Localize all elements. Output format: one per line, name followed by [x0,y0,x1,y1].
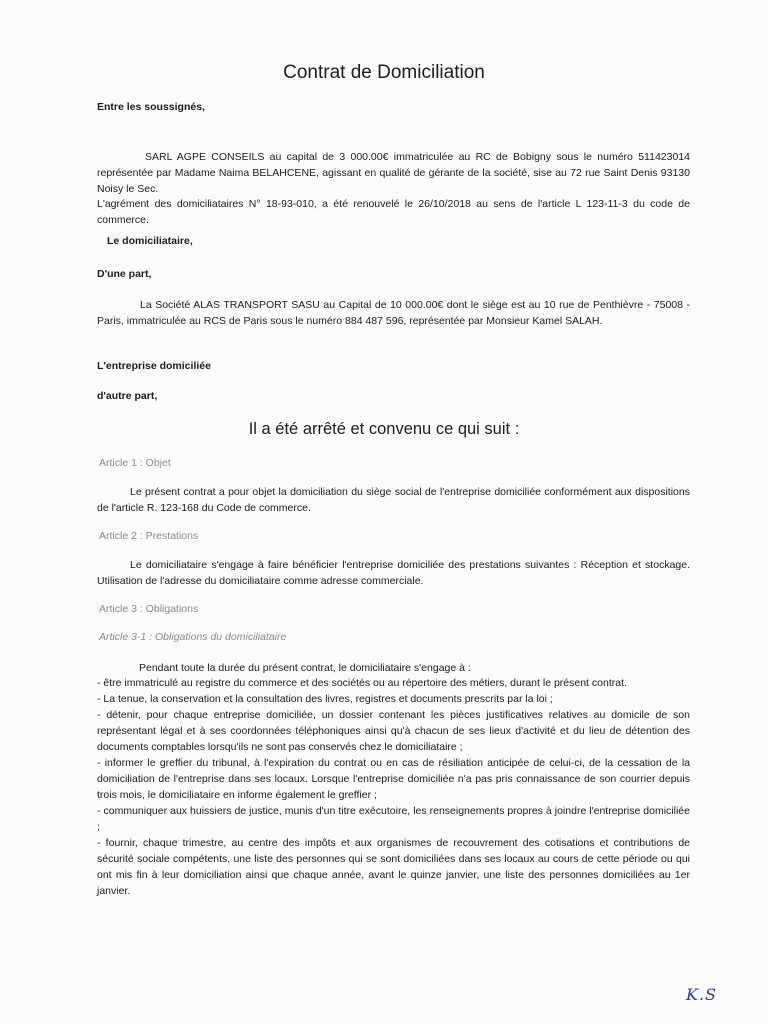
article-3-1-intro: Pendant toute la durée du présent contrat, le domiciliataire s'engage à : [139,662,471,674]
entreprise-label: L'entreprise domiciliée [97,360,211,372]
obligation-item: - informer le greffier du tribunal, à l'expiration du contrat ou en cas de résiliation anticipée de celui-ci, de la cessation de la domiciliation de l'entreprise dans ses locaux. Lorsque l'entreprise domiciliée n'a pas pris connaissance de son courrier depuis trois mois, le domiciliataire en informe également le greffier ; [97,757,690,801]
article-2-heading: Article 2 : Prestations [99,530,199,542]
handwritten-initials: K.S [686,985,717,1004]
agrement-statement: L'agrément des domiciliataires N° 18-93-010, a été renouvelé le 26/10/2018 au sens de l'article L 123-11-3 du code de commerce. [97,198,690,226]
domiciliataire-label: Le domiciliataire, [107,235,193,247]
obligation-item: - être immatriculé au registre du commerce et des sociétés ou au répertoire des métiers, durant le présent contrat. [97,677,627,689]
obligation-item: - fournir, chaque trimestre, au centre des impôts et aux organismes de recouvrement des cotisations et contributions de sécurité sociale compétents, une liste des personnes qui se sont domiciliées dans ses locaux au cours de cette période ou qui ont mis fin à leur domiciliation ainsi que chaque année, avant le quinze janvier, une liste des personnes domiciliées au 1er janvier. [97,837,690,897]
first-party-label: D'une part, [97,268,152,280]
entreprise-description: La Société ALAS TRANSPORT SASU au Capital de 10 000.00€ dont le siège est au 10 rue de Penthièvre - 75008 - Paris, immatriculée au RCS de Paris sous le numéro 884 487 596, représentée par Monsieur Kamel SALAH. [97,299,690,327]
agreement-subtitle: Il a été arrêté et convenu ce qui suit : [248,420,520,438]
obligation-item: - La tenue, la conservation et la consultation des livres, registres et documents prescrits par la loi ; [97,693,553,705]
article-1-text: Le présent contrat a pour objet la domiciliation du siège social de l'entreprise domiciliée conformément aux dispositions de l'article R. 123-168 du Code de commerce. [97,486,690,514]
domiciliataire-description: SARL AGPE CONSEILS au capital de 3 000.00€ immatriculée au RC de Bobigny sous le numéro 511423014 représentée par Madame Naima BELAHCENE, agissant en qualité de gérante de la société, sise au 72 rue Saint Denis 93130 Noisy le Sec. [97,151,690,195]
article-3-heading: Article 3 : Obligations [99,603,199,615]
obligations-list [97,675,690,899]
obligation-item: - communiquer aux huissiers de justice, munis d'un titre exécutoire, les renseignements propres à joindre l'entreprise domiciliée ; [97,805,690,833]
second-party-label: d'autre part, [97,390,158,402]
document-title: Contrat de Domiciliation [283,62,485,83]
article-2-text: Le domiciliataire s'engage à faire bénéficier l'entreprise domiciliée des prestations suivantes : Réception et stockage. Utilisation de l'adresse du domiciliataire comme adresse commerciale. [97,559,690,587]
obligation-item: - détenir, pour chaque entreprise domiciliée, un dossier contenant les pièces justificatives relatives au domicile de son représentant légal et à ses coordonnées téléphoniques ainsi qu'à chacun de ses lieux d'activité et du lieu de détention des documents comptables lorsqu'ils ne sont pas conservés chez le domiciliataire ; [97,709,690,753]
parties-intro: Entre les soussignés, [97,101,205,113]
article-1-heading: Article 1 : Objet [99,457,171,469]
article-3-1-heading: Article 3-1 : Obligations du domiciliataire [99,631,287,643]
